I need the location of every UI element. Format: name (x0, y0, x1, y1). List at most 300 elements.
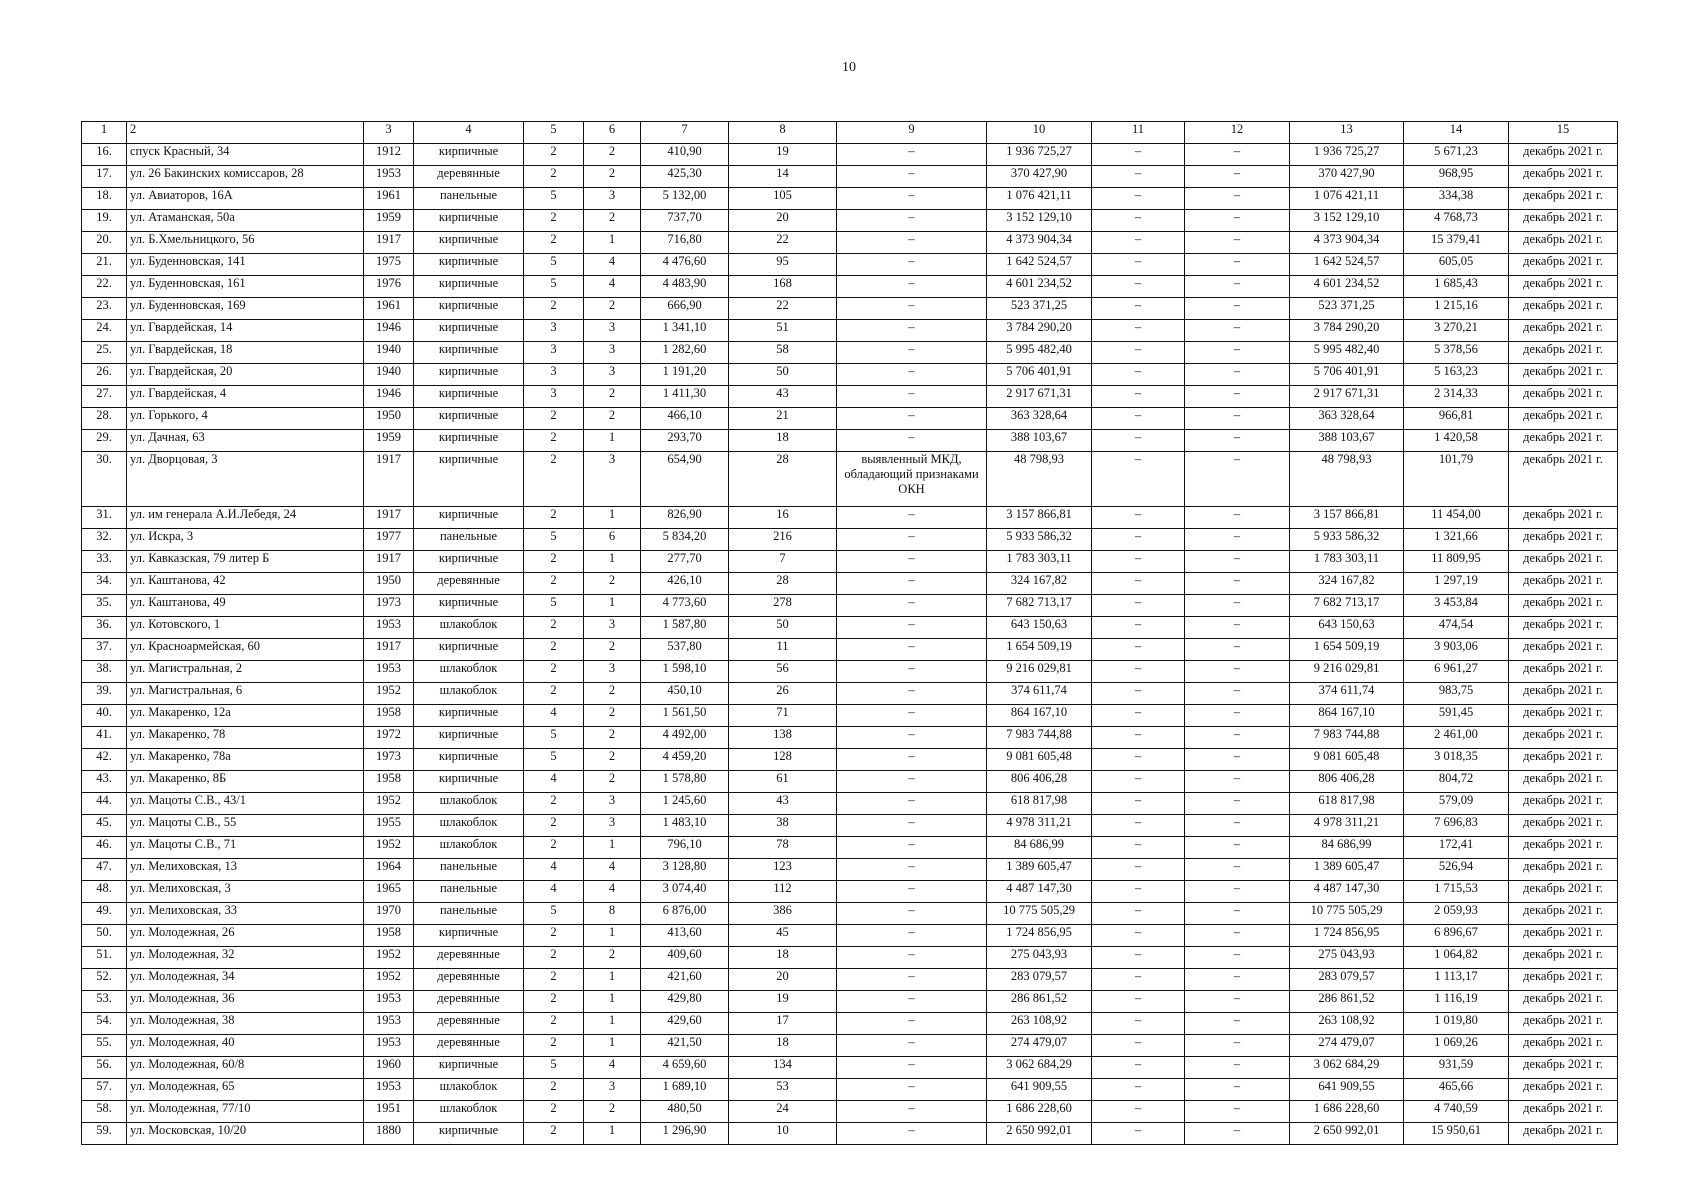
cell-col-12: – (1185, 551, 1290, 573)
cell-col-3: 1975 (364, 254, 414, 276)
cell-col-5: 2 (524, 232, 584, 254)
cell-col-13: 324 167,82 (1290, 573, 1404, 595)
cell-col-8: 56 (729, 661, 837, 683)
cell-col-13: 3 157 866,81 (1290, 507, 1404, 529)
cell-col-6: 1 (584, 1123, 641, 1145)
cell-col-5: 2 (524, 430, 584, 452)
cell-col-6: 3 (584, 320, 641, 342)
cell-col-3: 1952 (364, 969, 414, 991)
cell-col-1: 23. (82, 298, 127, 320)
table-row (82, 210, 1618, 232)
cell-col-2: ул. Гвардейская, 14 (127, 320, 364, 342)
cell-col-1: 40. (82, 705, 127, 727)
cell-col-8: 38 (729, 815, 837, 837)
cell-col-15: декабрь 2021 г. (1509, 881, 1618, 903)
cell-col-13: 7 682 713,17 (1290, 595, 1404, 617)
cell-col-4: панельные (414, 859, 524, 881)
cell-col-5: 3 (524, 320, 584, 342)
cell-col-10: 286 861,52 (987, 991, 1092, 1013)
cell-col-7: 421,60 (641, 969, 729, 991)
cell-col-3: 1958 (364, 771, 414, 793)
cell-col-6: 1 (584, 1013, 641, 1035)
cell-col-4: шлакоблок (414, 661, 524, 683)
cell-col-2: ул. Мелиховская, 3 (127, 881, 364, 903)
cell-col-2: ул. Молодежная, 60/8 (127, 1057, 364, 1079)
cell-col-8: 8 (729, 122, 837, 144)
cell-col-1: 58. (82, 1101, 127, 1123)
cell-col-5: 2 (524, 408, 584, 430)
cell-col-8: 20 (729, 969, 837, 991)
cell-col-9: 9 (837, 122, 987, 144)
cell-col-15: декабрь 2021 г. (1509, 793, 1618, 815)
table-row (82, 1035, 1618, 1057)
cell-col-7: 716,80 (641, 232, 729, 254)
cell-col-11: – (1092, 166, 1185, 188)
cell-col-13: 10 775 505,29 (1290, 903, 1404, 925)
cell-col-2: ул. Каштанова, 42 (127, 573, 364, 595)
cell-col-7: 5 132,00 (641, 188, 729, 210)
cell-col-9: – (837, 342, 987, 364)
cell-col-4: кирпичные (414, 232, 524, 254)
cell-col-14: 2 314,33 (1404, 386, 1509, 408)
cell-col-6: 3 (584, 1079, 641, 1101)
cell-col-2: ул. Молодежная, 38 (127, 1013, 364, 1035)
cell-col-3: 1965 (364, 881, 414, 903)
cell-col-1: 51. (82, 947, 127, 969)
cell-col-14: 465,66 (1404, 1079, 1509, 1101)
cell-col-9: – (837, 969, 987, 991)
cell-col-4: шлакоблок (414, 683, 524, 705)
cell-col-7: 1 282,60 (641, 342, 729, 364)
cell-col-3: 1958 (364, 705, 414, 727)
cell-col-9: – (837, 903, 987, 925)
table-row (82, 573, 1618, 595)
cell-col-13: 4 601 234,52 (1290, 276, 1404, 298)
cell-col-14: 474,54 (1404, 617, 1509, 639)
cell-col-14: 172,41 (1404, 837, 1509, 859)
cell-col-15: декабрь 2021 г. (1509, 452, 1618, 507)
cell-col-7: 6 876,00 (641, 903, 729, 925)
cell-col-9: – (837, 232, 987, 254)
cell-col-3: 1953 (364, 661, 414, 683)
cell-col-10: 1 783 303,11 (987, 551, 1092, 573)
cell-col-13: 3 152 129,10 (1290, 210, 1404, 232)
cell-col-6: 3 (584, 452, 641, 507)
table-row (82, 1013, 1618, 1035)
cell-col-14: 1 064,82 (1404, 947, 1509, 969)
cell-col-14: 1 715,53 (1404, 881, 1509, 903)
cell-col-9: – (837, 430, 987, 452)
cell-col-12: – (1185, 1035, 1290, 1057)
cell-col-14: 931,59 (1404, 1057, 1509, 1079)
cell-col-5: 2 (524, 661, 584, 683)
table-row (82, 430, 1618, 452)
cell-col-4: кирпичные (414, 551, 524, 573)
cell-col-4: шлакоблок (414, 1079, 524, 1101)
cell-col-3: 1976 (364, 276, 414, 298)
cell-col-5: 2 (524, 617, 584, 639)
cell-col-12: – (1185, 859, 1290, 881)
cell-col-8: 18 (729, 430, 837, 452)
cell-col-13: 3 784 290,20 (1290, 320, 1404, 342)
cell-col-12: – (1185, 452, 1290, 507)
cell-col-4: панельные (414, 188, 524, 210)
table-row (82, 529, 1618, 551)
cell-col-6: 3 (584, 364, 641, 386)
cell-col-13: 3 062 684,29 (1290, 1057, 1404, 1079)
cell-col-13: 48 798,93 (1290, 452, 1404, 507)
cell-col-4: кирпичные (414, 364, 524, 386)
cell-col-3: 1953 (364, 166, 414, 188)
cell-col-15: декабрь 2021 г. (1509, 188, 1618, 210)
table-row (82, 639, 1618, 661)
cell-col-14: 4 768,73 (1404, 210, 1509, 232)
cell-col-1: 25. (82, 342, 127, 364)
cell-col-12: – (1185, 617, 1290, 639)
table-row (82, 342, 1618, 364)
cell-col-6: 2 (584, 639, 641, 661)
cell-col-11: – (1092, 232, 1185, 254)
cell-col-2: ул. Б.Хмельницкого, 56 (127, 232, 364, 254)
cell-col-13: 13 (1290, 122, 1404, 144)
cell-col-12: – (1185, 1079, 1290, 1101)
cell-col-12: – (1185, 815, 1290, 837)
cell-col-3: 1953 (364, 1079, 414, 1101)
cell-col-7: 4 773,60 (641, 595, 729, 617)
cell-col-2: ул. Буденновская, 141 (127, 254, 364, 276)
cell-col-6: 4 (584, 1057, 641, 1079)
cell-col-7: 277,70 (641, 551, 729, 573)
cell-col-3: 1880 (364, 1123, 414, 1145)
cell-col-4: шлакоблок (414, 617, 524, 639)
cell-col-15: декабрь 2021 г. (1509, 705, 1618, 727)
cell-col-8: 19 (729, 991, 837, 1013)
cell-col-1: 56. (82, 1057, 127, 1079)
cell-col-14: 3 453,84 (1404, 595, 1509, 617)
cell-col-15: декабрь 2021 г. (1509, 1079, 1618, 1101)
cell-col-3: 1951 (364, 1101, 414, 1123)
cell-col-3: 1940 (364, 342, 414, 364)
cell-col-7: 413,60 (641, 925, 729, 947)
cell-col-12: – (1185, 661, 1290, 683)
cell-col-10: 618 817,98 (987, 793, 1092, 815)
cell-col-9: – (837, 364, 987, 386)
cell-col-8: 10 (729, 1123, 837, 1145)
cell-col-1: 49. (82, 903, 127, 925)
cell-col-11: – (1092, 1079, 1185, 1101)
table-row (82, 661, 1618, 683)
cell-col-9: – (837, 1057, 987, 1079)
cell-col-10: 370 427,90 (987, 166, 1092, 188)
cell-col-10: 3 157 866,81 (987, 507, 1092, 529)
cell-col-4: панельные (414, 903, 524, 925)
cell-col-3: 1917 (364, 232, 414, 254)
cell-col-7: 796,10 (641, 837, 729, 859)
cell-col-14: 1 215,16 (1404, 298, 1509, 320)
cell-col-12: – (1185, 507, 1290, 529)
cell-col-1: 59. (82, 1123, 127, 1145)
cell-col-5: 2 (524, 507, 584, 529)
cell-col-15: декабрь 2021 г. (1509, 727, 1618, 749)
cell-col-4: кирпичные (414, 452, 524, 507)
cell-col-8: 17 (729, 1013, 837, 1035)
cell-col-6: 6 (584, 529, 641, 551)
cell-col-8: 50 (729, 617, 837, 639)
cell-col-14: 11 809,95 (1404, 551, 1509, 573)
cell-col-15: декабрь 2021 г. (1509, 617, 1618, 639)
cell-col-6: 4 (584, 881, 641, 903)
cell-col-7: 1 341,10 (641, 320, 729, 342)
cell-col-12: – (1185, 254, 1290, 276)
cell-col-1: 27. (82, 386, 127, 408)
cell-col-11: – (1092, 254, 1185, 276)
cell-col-7: 4 476,60 (641, 254, 729, 276)
cell-col-10: 5 995 482,40 (987, 342, 1092, 364)
cell-col-11: – (1092, 683, 1185, 705)
cell-col-1: 28. (82, 408, 127, 430)
cell-col-10: 523 371,25 (987, 298, 1092, 320)
cell-col-13: 1 724 856,95 (1290, 925, 1404, 947)
cell-col-14: 15 379,41 (1404, 232, 1509, 254)
cell-col-2: ул. Буденновская, 161 (127, 276, 364, 298)
cell-col-6: 2 (584, 683, 641, 705)
cell-col-11: – (1092, 705, 1185, 727)
cell-col-1: 37. (82, 639, 127, 661)
cell-col-1: 46. (82, 837, 127, 859)
cell-col-13: 1 654 509,19 (1290, 639, 1404, 661)
cell-col-10: 275 043,93 (987, 947, 1092, 969)
cell-col-6: 3 (584, 617, 641, 639)
cell-col-14: 591,45 (1404, 705, 1509, 727)
cell-col-1: 43. (82, 771, 127, 793)
table-row (82, 364, 1618, 386)
cell-col-1: 17. (82, 166, 127, 188)
cell-col-12: – (1185, 144, 1290, 166)
cell-col-3: 1961 (364, 298, 414, 320)
cell-col-6: 2 (584, 210, 641, 232)
cell-col-6: 1 (584, 991, 641, 1013)
cell-col-3: 1973 (364, 749, 414, 771)
cell-col-1: 19. (82, 210, 127, 232)
table-row (82, 881, 1618, 903)
cell-col-8: 19 (729, 144, 837, 166)
cell-col-5: 5 (524, 1057, 584, 1079)
cell-col-9: – (837, 408, 987, 430)
cell-col-4: кирпичные (414, 298, 524, 320)
cell-col-2: ул. Макаренко, 12а (127, 705, 364, 727)
cell-col-7: 426,10 (641, 573, 729, 595)
cell-col-12: – (1185, 1123, 1290, 1145)
cell-col-5: 2 (524, 925, 584, 947)
cell-col-14: 2 461,00 (1404, 727, 1509, 749)
cell-col-1: 45. (82, 815, 127, 837)
cell-col-10: 4 978 311,21 (987, 815, 1092, 837)
cell-col-6: 2 (584, 947, 641, 969)
cell-col-12: – (1185, 232, 1290, 254)
cell-col-3: 1953 (364, 617, 414, 639)
cell-col-14: 2 059,93 (1404, 903, 1509, 925)
cell-col-3: 1917 (364, 452, 414, 507)
cell-col-10: 10 (987, 122, 1092, 144)
cell-col-9: – (837, 771, 987, 793)
cell-col-10: 84 686,99 (987, 837, 1092, 859)
cell-col-2: ул. Гвардейская, 4 (127, 386, 364, 408)
cell-col-8: 128 (729, 749, 837, 771)
cell-col-6: 2 (584, 1101, 641, 1123)
cell-col-10: 864 167,10 (987, 705, 1092, 727)
cell-col-11: – (1092, 815, 1185, 837)
cell-col-10: 1 936 725,27 (987, 144, 1092, 166)
cell-col-8: 18 (729, 947, 837, 969)
cell-col-12: – (1185, 320, 1290, 342)
cell-col-15: декабрь 2021 г. (1509, 408, 1618, 430)
cell-col-10: 9 081 605,48 (987, 749, 1092, 771)
table-row (82, 276, 1618, 298)
cell-col-4: деревянные (414, 1035, 524, 1057)
cell-col-8: 123 (729, 859, 837, 881)
cell-col-9: – (837, 617, 987, 639)
cell-col-1: 33. (82, 551, 127, 573)
cell-col-8: 51 (729, 320, 837, 342)
cell-col-12: – (1185, 925, 1290, 947)
cell-col-1: 36. (82, 617, 127, 639)
cell-col-6: 2 (584, 408, 641, 430)
cell-col-15: декабрь 2021 г. (1509, 573, 1618, 595)
cell-col-4: кирпичные (414, 144, 524, 166)
cell-col-12: – (1185, 276, 1290, 298)
cell-col-8: 71 (729, 705, 837, 727)
cell-col-6: 2 (584, 386, 641, 408)
table-row (82, 232, 1618, 254)
cell-col-9: – (837, 529, 987, 551)
cell-col-11: – (1092, 969, 1185, 991)
cell-col-11: – (1092, 771, 1185, 793)
cell-col-8: 7 (729, 551, 837, 573)
cell-col-13: 363 328,64 (1290, 408, 1404, 430)
cell-col-10: 3 784 290,20 (987, 320, 1092, 342)
cell-col-3: 1917 (364, 507, 414, 529)
cell-col-10: 1 654 509,19 (987, 639, 1092, 661)
cell-col-13: 286 861,52 (1290, 991, 1404, 1013)
cell-col-14: 1 069,26 (1404, 1035, 1509, 1057)
cell-col-11: – (1092, 276, 1185, 298)
cell-col-14: 3 903,06 (1404, 639, 1509, 661)
cell-col-4: кирпичные (414, 386, 524, 408)
table-row (82, 320, 1618, 342)
cell-col-13: 388 103,67 (1290, 430, 1404, 452)
cell-col-5: 5 (524, 749, 584, 771)
cell-col-14: 983,75 (1404, 683, 1509, 705)
cell-col-3: 1946 (364, 386, 414, 408)
cell-col-3: 1973 (364, 595, 414, 617)
cell-col-4: деревянные (414, 166, 524, 188)
cell-col-5: 2 (524, 1079, 584, 1101)
cell-col-8: 16 (729, 507, 837, 529)
cell-col-14: 15 950,61 (1404, 1123, 1509, 1145)
cell-col-2: ул. Котовского, 1 (127, 617, 364, 639)
cell-col-6: 2 (584, 166, 641, 188)
table-row (82, 771, 1618, 793)
cell-col-12: – (1185, 529, 1290, 551)
cell-col-11: – (1092, 364, 1185, 386)
cell-col-11: – (1092, 408, 1185, 430)
cell-col-15: декабрь 2021 г. (1509, 529, 1618, 551)
cell-col-1: 26. (82, 364, 127, 386)
cell-col-4: деревянные (414, 1013, 524, 1035)
cell-col-10: 4 373 904,34 (987, 232, 1092, 254)
table-row (82, 1079, 1618, 1101)
cell-col-11: – (1092, 529, 1185, 551)
cell-col-13: 374 611,74 (1290, 683, 1404, 705)
cell-col-14: 526,94 (1404, 859, 1509, 881)
cell-col-15: декабрь 2021 г. (1509, 661, 1618, 683)
cell-col-4: кирпичные (414, 1123, 524, 1145)
cell-col-5: 5 (524, 276, 584, 298)
table-row (82, 991, 1618, 1013)
cell-col-13: 643 150,63 (1290, 617, 1404, 639)
cell-col-6: 3 (584, 188, 641, 210)
table-row (82, 408, 1618, 430)
cell-col-7: 737,70 (641, 210, 729, 232)
cell-col-13: 1 783 303,11 (1290, 551, 1404, 573)
cell-col-13: 4 487 147,30 (1290, 881, 1404, 903)
table-row (82, 298, 1618, 320)
cell-col-3: 1953 (364, 1013, 414, 1035)
cell-col-2: ул. Магистральная, 2 (127, 661, 364, 683)
cell-col-14: 1 685,43 (1404, 276, 1509, 298)
cell-col-9: – (837, 639, 987, 661)
cell-col-4: панельные (414, 881, 524, 903)
cell-col-12: – (1185, 1057, 1290, 1079)
cell-col-7: 4 483,90 (641, 276, 729, 298)
cell-col-7: 293,70 (641, 430, 729, 452)
cell-col-10: 3 152 129,10 (987, 210, 1092, 232)
table-row (82, 947, 1618, 969)
cell-col-7: 3 128,80 (641, 859, 729, 881)
cell-col-11: – (1092, 573, 1185, 595)
cell-col-3: 1940 (364, 364, 414, 386)
cell-col-2: ул. Дворцовая, 3 (127, 452, 364, 507)
cell-col-1: 47. (82, 859, 127, 881)
cell-col-6: 1 (584, 595, 641, 617)
cell-col-3: 1952 (364, 793, 414, 815)
cell-col-9: – (837, 661, 987, 683)
cell-col-9: – (837, 727, 987, 749)
cell-col-7: 466,10 (641, 408, 729, 430)
cell-col-4: кирпичные (414, 408, 524, 430)
cell-col-1: 35. (82, 595, 127, 617)
cell-col-3: 1917 (364, 639, 414, 661)
cell-col-3: 1964 (364, 859, 414, 881)
cell-col-3: 1960 (364, 1057, 414, 1079)
cell-col-2: ул. Красноармейская, 60 (127, 639, 364, 661)
cell-col-6: 1 (584, 507, 641, 529)
cell-col-1: 44. (82, 793, 127, 815)
cell-col-2: ул. Мелиховская, 33 (127, 903, 364, 925)
cell-col-1: 57. (82, 1079, 127, 1101)
cell-col-15: декабрь 2021 г. (1509, 639, 1618, 661)
cell-col-9: – (837, 595, 987, 617)
cell-col-15: декабрь 2021 г. (1509, 1123, 1618, 1145)
cell-col-5: 3 (524, 364, 584, 386)
cell-col-13: 9 216 029,81 (1290, 661, 1404, 683)
cell-col-6: 3 (584, 815, 641, 837)
cell-col-2: ул. Макаренко, 78 (127, 727, 364, 749)
cell-col-3: 1958 (364, 925, 414, 947)
cell-col-9: – (837, 793, 987, 815)
cell-col-13: 618 817,98 (1290, 793, 1404, 815)
cell-col-14: 334,38 (1404, 188, 1509, 210)
